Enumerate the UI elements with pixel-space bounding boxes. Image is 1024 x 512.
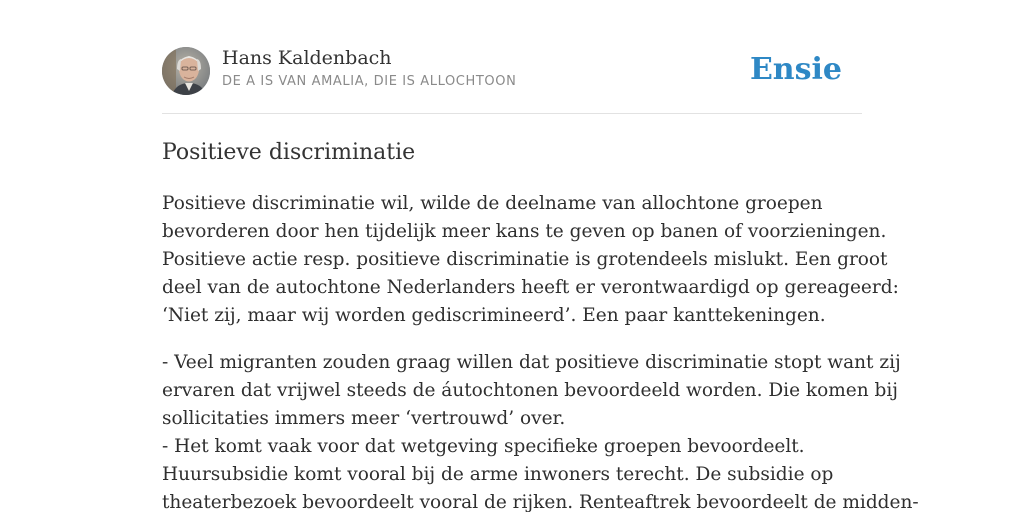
paragraph-line: ervaren dat vrijwel steeds de áutochtonen bevoordeeld worden. Die komen bij (162, 380, 899, 401)
author-name[interactable]: Hans Kaldenbach (222, 47, 392, 69)
article-title: Positieve discriminatie (162, 140, 416, 165)
paragraph-line: - Het komt vaak voor dat wetgeving specifieke groepen bevoordeelt. (162, 436, 805, 457)
avatar-portrait-image (162, 47, 210, 95)
paragraph-line: Huursubsidie komt vooral bij de arme inwoners terecht. De subsidie op (162, 464, 834, 485)
paragraph-line: Positieve discriminatie wil, wilde de deelname van allochtone groepen (162, 193, 823, 214)
paragraph-line: sollicitaties immers meer ‘vertrouwd’ over. (162, 408, 566, 429)
paragraph-1 (162, 190, 899, 330)
author-subtitle[interactable]: DE A IS VAN AMALIA, DIE IS ALLOCHTOON (222, 74, 517, 89)
paragraph-line: Positieve actie resp. positieve discriminatie is grotendeels mislukt. Een groot (162, 249, 888, 270)
paragraph-line: ‘Niet zij, maar wij worden gediscrimineerd’. Een paar kanttekeningen. (162, 305, 826, 326)
paragraph-line: bevorderen door hen tijdelijk meer kans te geven op banen of voorzieningen. (162, 221, 887, 242)
header-divider (162, 113, 862, 114)
author-avatar[interactable] (162, 47, 210, 95)
ensie-logo[interactable]: Ensie (749, 52, 842, 87)
article-body (162, 190, 919, 512)
paragraph-line: - Veel migranten zouden graag willen dat positieve discriminatie stopt want zij (162, 352, 901, 373)
paragraph-2 (162, 349, 919, 512)
paragraph-line: theaterbezoek bevoordeelt vooral de rijken. Renteaftrek bevoordeelt de midden- (162, 492, 919, 512)
paragraph-line: deel van de autochtone Nederlanders heeft er verontwaardigd op gereageerd: (162, 277, 899, 298)
article-header (162, 46, 862, 96)
